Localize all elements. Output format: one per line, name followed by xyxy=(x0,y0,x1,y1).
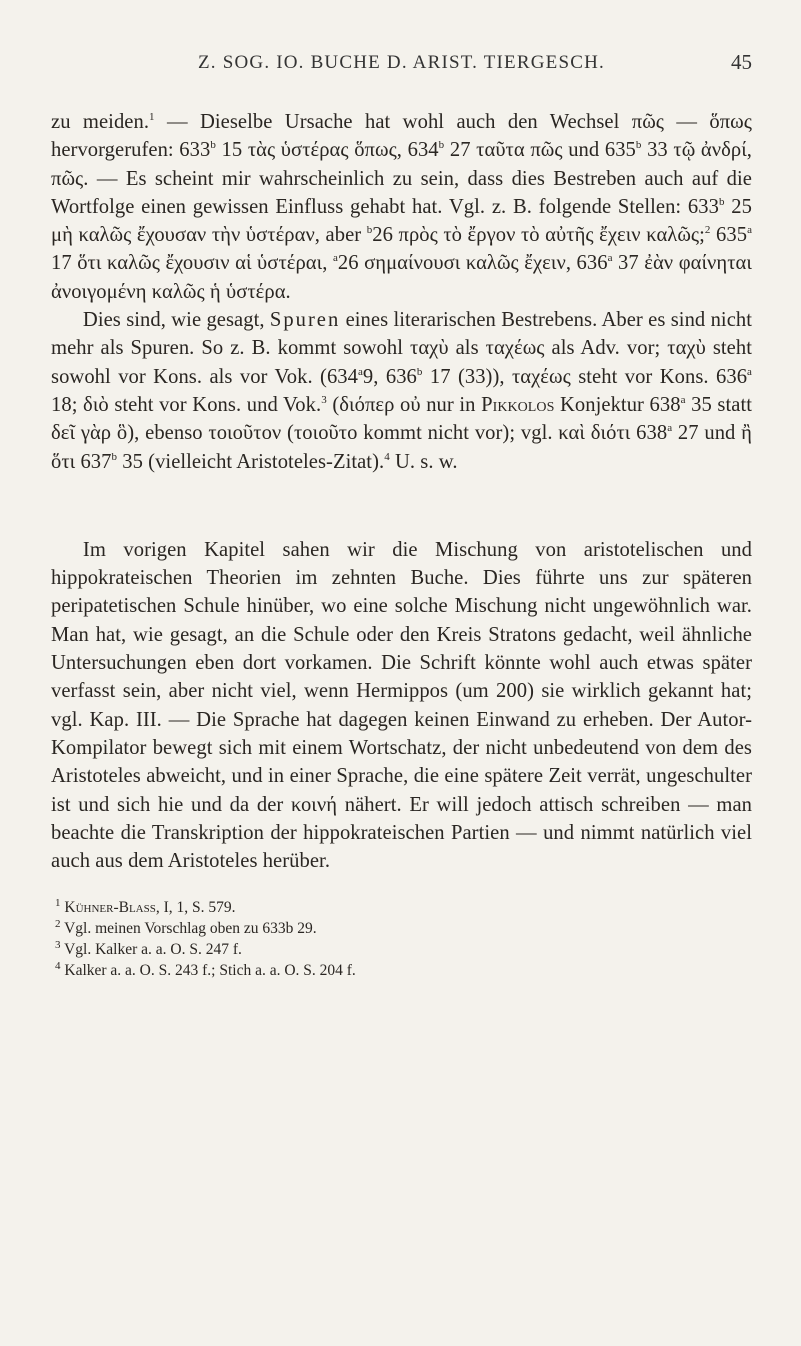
footnote-mark: 2 xyxy=(55,918,61,931)
column-sup: a xyxy=(667,422,673,435)
text-span: 35 (vielleicht Aristoteles-Zitat). xyxy=(117,450,385,473)
main-text xyxy=(51,108,752,875)
text-span: 18; διὸ steht vor Kons. und Vok. xyxy=(51,393,322,416)
paragraph-word-order xyxy=(51,108,752,306)
text-span: (διόπερ οὐ nur in xyxy=(326,393,482,416)
text-span: 15 τὰς ὑστέρας ὅπως, 634 xyxy=(215,139,439,162)
footnote-ref-2[interactable]: 2 xyxy=(704,224,711,237)
footnote-mark: 4 xyxy=(55,960,61,973)
column-sup: a xyxy=(747,365,752,378)
emphasis-spuren: Spuren xyxy=(269,309,341,332)
text-span: 17 (33)), ταχέως steht vor Kons. 636 xyxy=(422,365,748,388)
text-span: 27 und ἢ ὅτι 637 xyxy=(51,422,752,473)
text-span: Dies sind, wie gesagt, xyxy=(82,309,270,332)
text-span: 26 σημαίνουσι καλῶς ἔχειν, 636 xyxy=(337,252,608,275)
running-head xyxy=(51,0,752,108)
text-span: — Dieselbe Ursache hat wohl auch den Wechsel πῶς — ὅπως hervorgerufen: 633 xyxy=(51,111,752,162)
text-span: 26 πρὸς τὸ ἔργον τὸ αὐτῆς ἔχειν καλῶς; xyxy=(372,224,705,247)
footnote-ref-4[interactable]: 4 xyxy=(384,450,390,463)
column-sup: b xyxy=(210,139,216,152)
paragraph-mixture: Im vorigen Kapitel sahen wir die Mischung von aristotelischen und hippokrateischen Theorien im zehnten Buche. Dies führte uns zur späteren peripatetischen Schule hinüber, wo eine solche Mischung nicht ungewöhnlich war. Man hat, wie gesagt, an die Schule oder den Kreis Stratons gedacht, weil ähnliche Untersuchungen eben dort vorkamen. Die Schrift könnte wohl auch etwas später verfasst sein, aber nicht viel, wenn Hermippos (um 200) sie wirklich gekannt hat; vgl. Kap. III. — Die Sprache hat dagegen keinen Einwand zu erheben. Der Autor-Kompilator bewegt sich mit einem Wortschatz, der nicht unbedeutend von dem des Aristoteles abweicht, und in einer Sprache, die eine spätere Zeit verrät, ungeschulter ist und sich hie und da der κοινή nähert. Er will jedoch attisch schreiben — man beachte die Transkription der hippokrateischen Partien — und nimmt natürlich viel auch aus dem Aristoteles herüber. xyxy=(51,538,752,873)
column-sup: b xyxy=(416,365,423,378)
text-span: 25 μὴ καλῶς ἔχουσαν τὴν ὑστέραν, aber xyxy=(51,195,752,247)
column-sup: a xyxy=(747,224,752,237)
footnote-text: Vgl. Kalker a. a. O. S. 247 f. xyxy=(64,941,242,959)
column-sup: a xyxy=(680,394,686,407)
column-sup: a xyxy=(332,252,338,265)
text-span: 35 statt δεῖ γὰρ ὃ), ebenso τοιοῦτον (τοιοῦτο kommt nicht vor); vgl. καὶ διότι 638 xyxy=(51,393,752,445)
column-sup: b xyxy=(366,224,373,237)
footnote-4 xyxy=(51,960,752,981)
text-span: 635 xyxy=(710,224,748,247)
footnote-2 xyxy=(51,918,752,939)
text-span: 33 τῷ ἀνδρί, πῶς. — Es scheint mir wahrscheinlich zu sein, dass dies Bestreben auch auf die Wortfolge einen gewissen Einfluss gehabt hat. Vgl. z. B. folgende Stellen: 633 xyxy=(51,139,752,218)
column-sup: b xyxy=(438,139,445,152)
column-sup: b xyxy=(718,196,725,209)
footnote-text: , I, 1, S. 579. xyxy=(155,899,236,917)
footnote-ref-3[interactable]: 3 xyxy=(321,394,327,407)
author-name: Pikkolos xyxy=(481,393,555,416)
section-gap xyxy=(51,476,752,536)
column-sup: b xyxy=(111,450,118,463)
text-span: 17 ὅτι καλῶς ἔχουσιν αἱ ὑστέραι, xyxy=(51,252,333,275)
running-head-title: Z. SOG. IO. BUCHE D. ARIST. TIERGESCH. xyxy=(198,52,605,73)
text-span: eines literarischen Bestrebens. Aber es sind nicht mehr als Spuren. So z. B. kommt sowohl ταχὺ als ταχέως als Adv. vor; ταχὺ steht sowohl vor Kons. als vor Vok. (634 xyxy=(51,309,753,388)
footnotes xyxy=(51,897,752,981)
text-span: U. s. w. xyxy=(389,450,458,473)
footnote-1 xyxy=(51,897,752,918)
footnote-text: Vgl. meinen Vorschlag oben zu 633b 29. xyxy=(64,920,317,938)
text-span: 27 ταῦτα πῶς und 635 xyxy=(444,139,636,162)
footnote-mark: 3 xyxy=(55,939,61,952)
footnote-ref-1[interactable]: 1 xyxy=(149,111,155,124)
footnote-3 xyxy=(51,939,752,960)
footnote-author: Kühner-Blass xyxy=(64,899,156,917)
column-sup: a xyxy=(607,252,613,265)
page-number: 45 xyxy=(731,50,752,74)
footnote-text: Kalker a. a. O. S. 243 f.; Stich a. a. O. S. 204 f. xyxy=(64,962,356,980)
text-span: Konjektur 638 xyxy=(554,393,681,416)
footnote-mark: 1 xyxy=(55,897,61,910)
column-sup: b xyxy=(635,139,642,152)
paragraph-traces xyxy=(51,306,752,476)
column-sup: a xyxy=(357,365,363,378)
text-span: 37 ἐὰν φαίνηται ἀνοιγομένη καλῶς ἡ ὑστέρα. xyxy=(51,252,752,303)
text-span: 9, 636 xyxy=(362,365,417,388)
text-span: zu meiden. xyxy=(51,111,150,133)
